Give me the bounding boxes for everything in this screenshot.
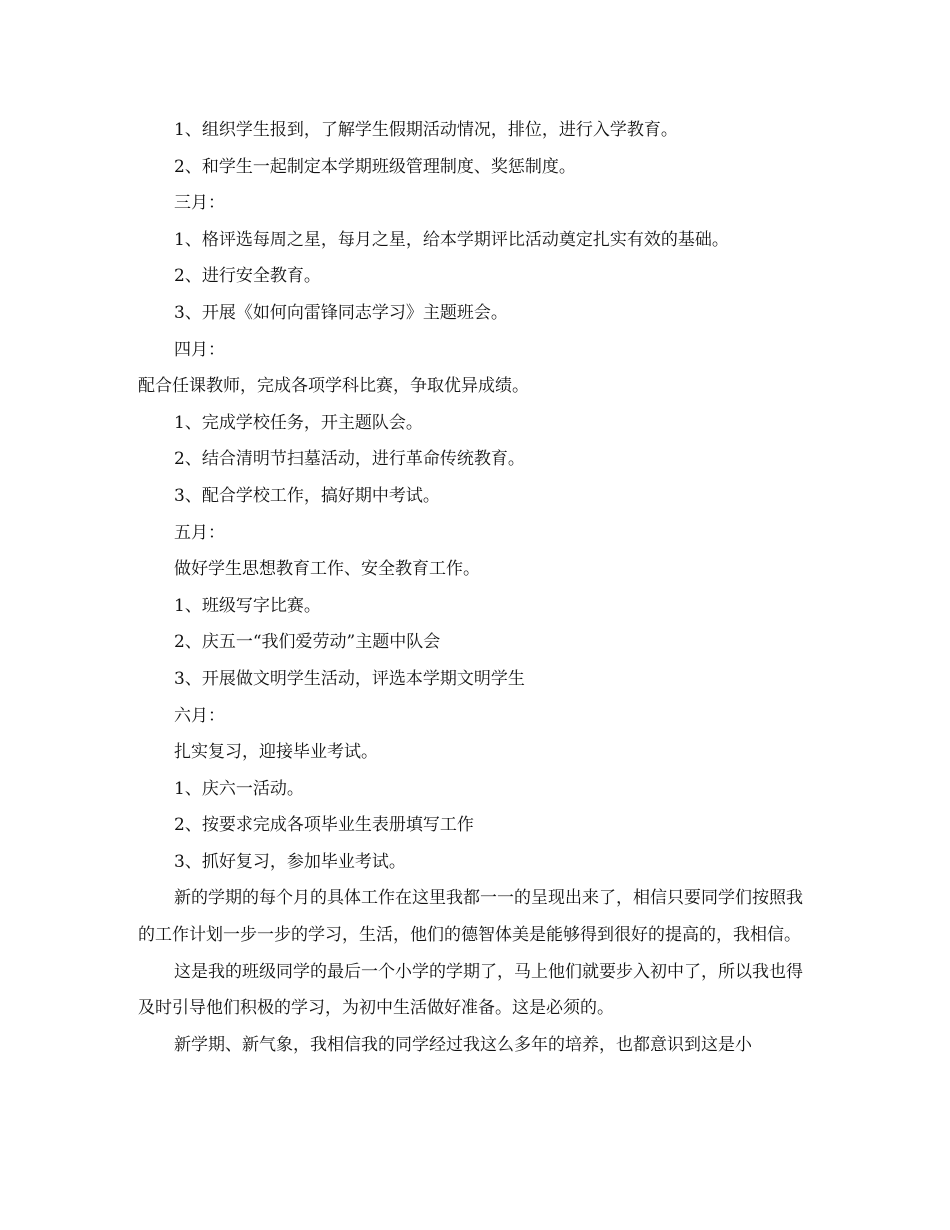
section-summary: 做好学生思想教育工作、安全教育工作。	[174, 559, 480, 580]
document-body	[138, 112, 814, 1063]
body-paragraph: 新学期、新气象，我相信我的同学经过我这么多年的培养，也都意识到这是小	[174, 1034, 752, 1055]
list-item: 1、班级写字比赛。	[174, 595, 321, 616]
list-item: 1、完成学校任务，开主题队会。	[174, 412, 423, 433]
list-item: 3、开展《如何向雷锋同志学习》主题班会。	[174, 302, 508, 323]
list-item: 2、进行安全教育。	[174, 266, 321, 287]
list-item: 2、庆五一“我们爱劳动”主题中队会	[174, 632, 441, 653]
section-heading-june: 六月：	[174, 705, 225, 726]
list-item: 1、格评选每周之星，每月之星，给本学期评比活动奠定扎实有效的基础。	[174, 229, 729, 250]
list-item: 1、庆六一活动。	[174, 778, 304, 799]
list-item: 1、组织学生报到，了解学生假期活动情况，排位，进行入学教育。	[174, 120, 678, 140]
body-paragraph: 这是我的班级同学的最后一个小学的学期了，马上他们就要步入初中了，所以我也得及时引导他们积极的学习，为初中生活做好准备。这是必须的。	[138, 961, 803, 1019]
section-heading-may: 五月：	[174, 522, 225, 543]
list-item: 2、结合清明节扫墓活动，进行革命传统教育。	[174, 449, 525, 470]
section-summary: 扎实复习，迎接毕业考试。	[174, 742, 378, 763]
list-item: 3、开展做文明学生活动，评选本学期文明学生	[174, 668, 525, 689]
body-paragraph: 新的学期的每个月的具体工作在这里我都一一的呈现出来了，相信只要同学们按照我的工作计划一步一步的学习，生活，他们的德智体美是能够得到很好的提高的，我相信。	[138, 888, 803, 946]
list-item: 3、配合学校工作，搞好期中考试。	[174, 485, 440, 506]
section-heading-march: 三月：	[174, 193, 225, 214]
list-item: 2、和学生一起制定本学期班级管理制度、奖惩制度。	[174, 156, 576, 177]
section-summary: 配合任课教师，完成各项学科比赛，争取优异成绩。	[138, 376, 529, 397]
section-heading-april: 四月：	[174, 339, 225, 360]
list-item: 3、抓好复习，参加毕业考试。	[174, 851, 406, 872]
list-item: 2、按要求完成各项毕业生表册填写工作	[174, 815, 474, 836]
